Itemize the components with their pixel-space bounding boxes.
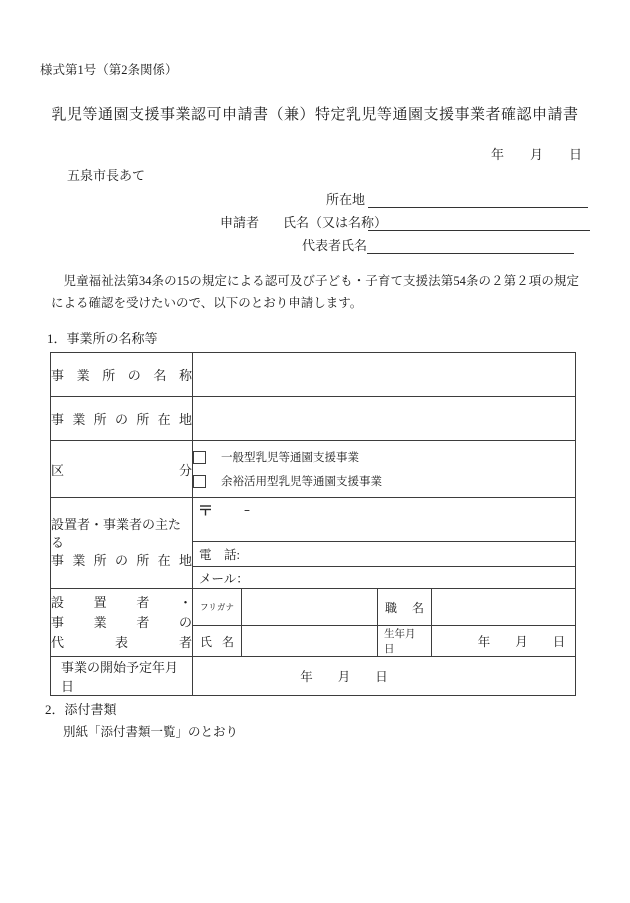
office-address-value-cell (193, 397, 576, 441)
start-date-value-cell (193, 657, 576, 696)
category-options-cell (193, 441, 576, 498)
date-line: 年 月 日 (490, 147, 582, 162)
applicant-label: 申請者 (220, 215, 260, 230)
start-date-label-cell (51, 657, 193, 696)
addressee: 五泉市長あて (67, 168, 146, 183)
table-row (51, 657, 576, 696)
birthdate-label: 生年月日 (384, 629, 416, 655)
representative-label-line2: 事業者の (51, 614, 192, 630)
section1-heading: 1．事業所の名称等 (47, 331, 158, 346)
table-row (51, 397, 576, 441)
birthdate-value: 年 月 日 (477, 635, 566, 649)
office-name-label: 事業所の名称 (51, 368, 192, 383)
birthdate-value-cell (432, 626, 576, 657)
office-address-label: 事業所の所在地 (51, 412, 192, 427)
checkbox-icon (193, 451, 206, 464)
table-row (51, 589, 576, 626)
table-row (51, 441, 576, 498)
category-option-general (193, 445, 575, 469)
main-office-label-cell (51, 498, 193, 589)
furigana-value-cell (242, 589, 378, 626)
category-option-label: 余裕活用型乳児等通園支援事業 (221, 476, 382, 488)
representative-name-label: 代表者氏名 (301, 238, 367, 253)
office-address-label-cell (51, 397, 193, 441)
phone-cell (193, 542, 576, 567)
office-name-label-cell (51, 353, 193, 397)
phone-label: 電 話: (199, 548, 240, 562)
office-name-value-cell (193, 353, 576, 397)
category-label-cell (51, 441, 193, 498)
email-cell (193, 567, 576, 589)
category-label: 区分 (51, 462, 192, 478)
representative-label-cell (51, 589, 193, 657)
body-paragraph: 児童福祉法第34条の15の規定による認可及び子ども・子育て支援法第54条の２第２項の規定による確認を受けたいので、以下のとおり申請します。 (51, 274, 579, 310)
name-value-cell (242, 626, 378, 657)
representative-name-fill-line (367, 253, 574, 254)
main-office-label-line1: 設置者・事業者の主たる (51, 517, 182, 550)
representative-label-line3: 代表者 (51, 634, 192, 650)
start-date-value: 年 月 日 (300, 670, 388, 684)
location-label: 所在地 (325, 192, 365, 207)
section2-body: 別紙「添付書類一覧」のとおり (63, 725, 239, 739)
job-title-label-cell (378, 589, 432, 626)
representative-label-line1: 設置者・ (51, 594, 192, 610)
name-label-cell (193, 626, 242, 657)
form-number: 様式第1号（第2条関係） (40, 63, 178, 77)
email-label: メール： (199, 571, 249, 586)
section2-heading: 2．添付書類 (45, 702, 117, 717)
category-option-surplus (193, 469, 575, 493)
birthdate-label-cell (378, 626, 432, 657)
business-info-table (50, 352, 576, 696)
start-date-label: 事業の開始予定年月日 (61, 660, 179, 694)
table-row (51, 498, 576, 542)
location-fill-line (368, 207, 588, 208)
table-row (51, 353, 576, 397)
job-title-label: 職名 (385, 600, 424, 615)
name-label: 氏名 (200, 634, 234, 649)
applicant-name-fill-line (368, 230, 590, 231)
main-office-label-line2: 事業所の所在地 (51, 553, 192, 568)
postal-code-cell (193, 498, 576, 542)
applicant-name-label: 氏名（又は名称） (283, 215, 388, 230)
category-option-label: 一般型乳児等通園支援事業 (221, 452, 359, 464)
job-title-value-cell (432, 589, 576, 626)
page-title: 乳児等通園支援事業認可申請書（兼）特定乳児等通園支援事業者確認申請書 (51, 107, 579, 123)
checkbox-icon (193, 475, 206, 488)
postal-separator: – (244, 503, 250, 517)
postal-mark-icon (199, 504, 212, 516)
furigana-label-cell (193, 589, 242, 626)
furigana-label: フリガナ (200, 602, 234, 612)
